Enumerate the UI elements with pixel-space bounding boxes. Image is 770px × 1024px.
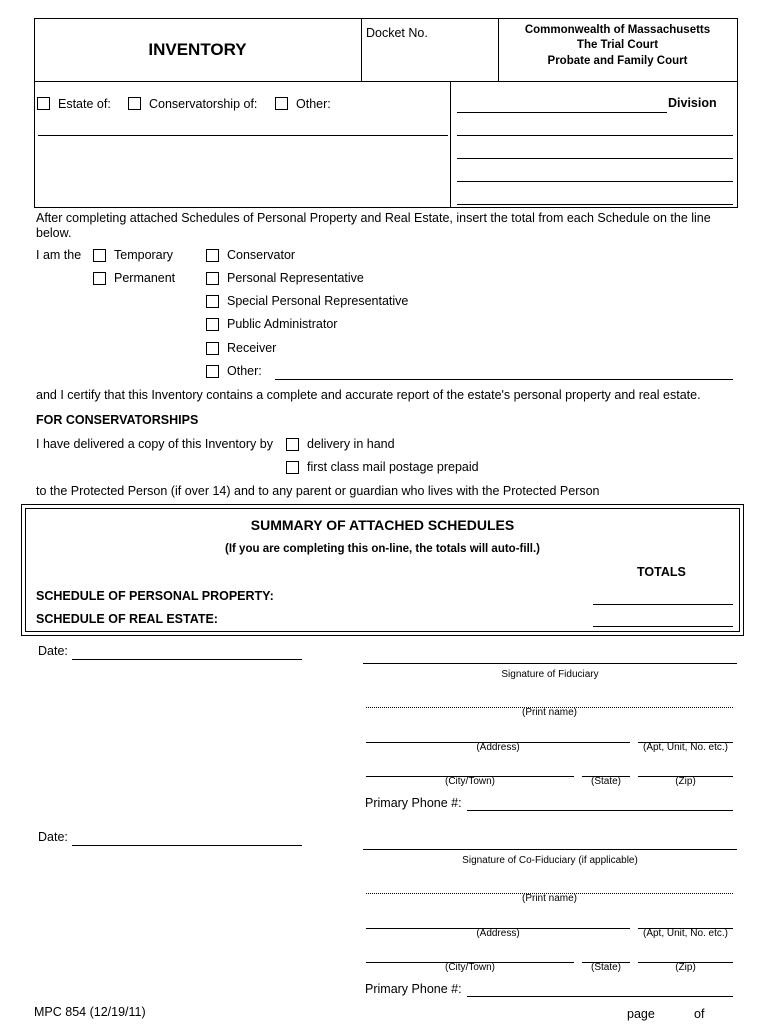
docket-label: Docket No.	[366, 26, 428, 40]
form-id: MPC 854 (12/19/11)	[34, 1005, 146, 1019]
instructions-text: After completing attached Schedules of Personal Property and Real Estate, insert the total from each Schedule on the line below.	[36, 211, 711, 240]
temporary-checkbox[interactable]	[93, 249, 106, 262]
apt-caption-2: (Apt, Unit, No. etc.)	[642, 928, 729, 939]
delivery-in-hand-checkbox[interactable]	[286, 438, 299, 451]
primary-phone-line-2[interactable]	[467, 996, 733, 997]
page-label: page	[627, 1007, 655, 1021]
division-extra-line-4[interactable]	[457, 204, 733, 205]
real-estate-label: SCHEDULE OF REAL ESTATE:	[36, 612, 218, 626]
personal-property-label: SCHEDULE OF PERSONAL PROPERTY:	[36, 589, 274, 603]
first-class-mail-label: first class mail postage prepaid	[307, 460, 479, 474]
primary-phone-label-1: Primary Phone #:	[365, 796, 462, 810]
other-estate-label: Other:	[296, 97, 331, 111]
public-administrator-checkbox[interactable]	[206, 318, 219, 331]
date-line-2[interactable]	[72, 845, 302, 846]
of-label: of	[694, 1007, 705, 1021]
city-caption-1: (City/Town)	[444, 776, 495, 787]
court-line-3: Probate and Family Court	[547, 55, 688, 67]
estate-of-checkbox[interactable]	[37, 97, 50, 110]
division-label: Division	[668, 96, 717, 110]
personal-representative-checkbox[interactable]	[206, 272, 219, 285]
conservator-label: Conservator	[227, 248, 296, 262]
other-estate-checkbox[interactable]	[275, 97, 288, 110]
estate-name-line[interactable]	[38, 135, 448, 136]
conservatorships-heading: FOR CONSERVATORSHIPS	[36, 413, 199, 427]
print-name-caption-1: (Print name)	[521, 707, 577, 718]
primary-phone-label-2: Primary Phone #:	[365, 982, 462, 996]
state-caption-1: (State)	[590, 776, 621, 787]
apt-caption-1: (Apt, Unit, No. etc.)	[642, 742, 729, 753]
delivery-in-hand-label: delivery in hand	[307, 437, 395, 451]
conservator-checkbox[interactable]	[206, 249, 219, 262]
co-fiduciary-signature-line[interactable]	[363, 849, 737, 850]
zip-caption-1: (Zip)	[675, 776, 696, 787]
other-role-checkbox[interactable]	[206, 365, 219, 378]
real-estate-total-line[interactable]	[593, 626, 733, 627]
estate-of-label: Estate of:	[58, 97, 111, 111]
date-label-1: Date:	[38, 644, 68, 658]
address-caption-2: (Address)	[476, 928, 520, 939]
fiduciary-signature-caption: Signature of Fiduciary	[501, 669, 599, 680]
special-personal-representative-label: Special Personal Representative	[227, 294, 409, 308]
page-title: INVENTORY	[148, 40, 247, 59]
state-caption-2: (State)	[590, 962, 621, 973]
summary-title: SUMMARY OF ATTACHED SCHEDULES	[250, 517, 515, 533]
first-class-mail-checkbox[interactable]	[286, 461, 299, 474]
date-label-2: Date:	[38, 830, 68, 844]
date-line-1[interactable]	[72, 659, 302, 660]
city-caption-2: (City/Town)	[444, 962, 495, 973]
docket-number-input[interactable]	[366, 44, 494, 74]
receiver-checkbox[interactable]	[206, 342, 219, 355]
address-caption-1: (Address)	[476, 742, 520, 753]
other-role-label: Other:	[227, 364, 262, 378]
other-role-line[interactable]	[275, 379, 733, 380]
permanent-checkbox[interactable]	[93, 272, 106, 285]
permanent-label: Permanent	[114, 271, 176, 285]
print-name-caption-2: (Print name)	[521, 893, 577, 904]
division-extra-line-3[interactable]	[457, 181, 733, 182]
totals-label: TOTALS	[637, 565, 686, 579]
personal-representative-label: Personal Representative	[227, 271, 364, 285]
temporary-label: Temporary	[114, 248, 174, 262]
conservatorship-of-label: Conservatorship of:	[149, 97, 258, 111]
personal-property-total-line[interactable]	[593, 604, 733, 605]
certify-text: and I certify that this Inventory contains a complete and accurate report of the estate's personal property and real estate.	[36, 388, 701, 402]
zip-caption-2: (Zip)	[675, 962, 696, 973]
conservatorship-of-checkbox[interactable]	[128, 97, 141, 110]
division-extra-line-1[interactable]	[457, 135, 733, 136]
court-line-1: Commonwealth of Massachusetts	[524, 24, 711, 36]
public-administrator-label: Public Administrator	[227, 317, 338, 331]
court-line-2: The Trial Court	[576, 39, 659, 51]
co-fiduciary-signature-caption: Signature of Co-Fiduciary (if applicable)	[462, 855, 638, 866]
i-am-the-label: I am the	[36, 248, 82, 262]
delivered-text: I have delivered a copy of this Inventory by	[36, 437, 273, 451]
division-line[interactable]	[457, 112, 667, 113]
receiver-label: Receiver	[227, 341, 277, 355]
summary-subtitle: (If you are completing this on-line, the totals will auto-fill.)	[225, 543, 540, 555]
division-extra-line-2[interactable]	[457, 158, 733, 159]
primary-phone-line-1[interactable]	[467, 810, 733, 811]
protected-person-text: to the Protected Person (if over 14) and to any parent or guardian who lives with the Protected Person	[36, 484, 600, 498]
special-personal-representative-checkbox[interactable]	[206, 295, 219, 308]
fiduciary-signature-line[interactable]	[363, 663, 737, 664]
